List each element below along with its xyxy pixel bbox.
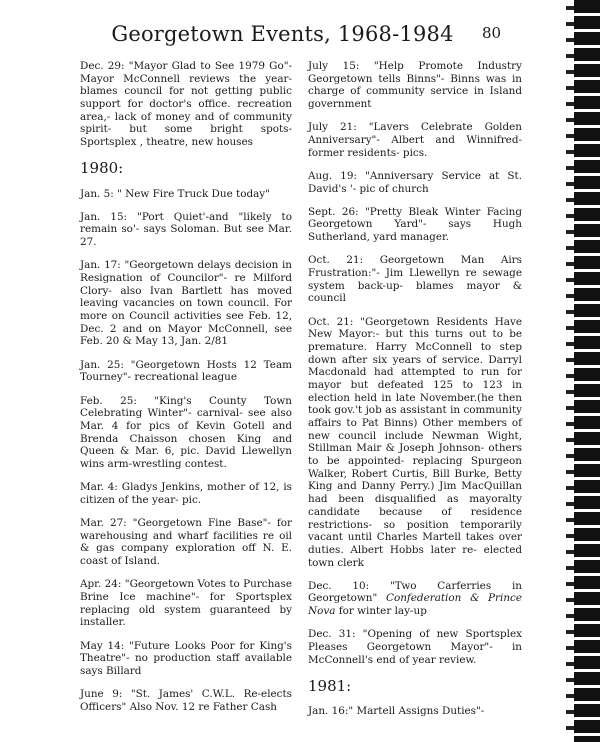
entry-text: for winter lay-up (335, 605, 427, 618)
entry-text: Dec. 10: "Two Carferries in Georgetown" (308, 579, 522, 605)
entry: Mar. 4: Gladys Jenkins, mother of 12, is citizen of the year- pic. (80, 481, 292, 506)
binding-holes (566, 0, 574, 742)
entry: Jan. 5: " New Fire Truck Due today" (80, 187, 270, 200)
page-title: Georgetown Events, 1968-1984 (111, 22, 454, 46)
year-heading: 1980: (80, 159, 124, 178)
entry: Jan. 15: "Port Quiet'-and "likely to remain so'- says Soloman. But see Mar. 27. (80, 210, 292, 249)
entry: May 14: "Future Looks Poor for King's Theatre"- no production staff available says Billard (80, 639, 292, 677)
ferry-names: Confederation & Prince Nova (308, 592, 522, 618)
entry: Feb. 25: "King's County Town Celebrating Winter"- carnival- see also Mar. 4 for pics of Kevin Gotell and Brenda Chaisson chosen King and Queen & Mar. 6, pic. David Llewellyn wins arm-wrestling contest. (80, 394, 292, 470)
entry: Jan. 16:" Martell Assigns Duties"- (308, 705, 485, 718)
right-column (308, 60, 522, 728)
entry (308, 580, 522, 618)
left-column (80, 60, 292, 724)
entry: June 9: "St. James' C.W.L. Re-elects Officers" Also Nov. 12 re Father Cash (80, 688, 292, 713)
entry: July 15: "Help Promote Industry Georgetown tells Binns"- Binns was in charge of community service in Island government (308, 60, 522, 111)
year-heading: 1981: (308, 676, 352, 695)
entry: Jan. 25: "Georgetown Hosts 12 Team Tourney"- recreational league (80, 358, 292, 384)
entry: Dec. 31: "Opening of new Sportsplex Pleases Georgetown Mayor"- in McConnell's end of year review. (308, 628, 522, 666)
entry: Apr. 24: "Georgetown Votes to Purchase Brine Ice machine"- for Sportsplex replacing old system guaranteed by installer. (80, 578, 292, 629)
entry: Dec. 29: "Mayor Glad to See 1979 Go"- Mayor McConnell reviews the year- blames council for not getting public support for doctor's office. recreation area,- lack of money and of community spirit- but some bright spots- Sportsplex , theatre, new houses (80, 60, 292, 149)
entry: Sept. 26: "Pretty Bleak Winter Facing Georgetown Yard"- says Hugh Sutherland, yard manager. (308, 205, 522, 244)
entry: Oct. 21: "Georgetown Residents Have New Mayor:- but this turns out to be premature. Harry McConnell to step down after six years of service. Darryl Macdonald had attempted to run for mayor but defeated 125 to 123 in election held in late November.(he then took gov.'t job as assistant in community affairs to Pat Binns) Other members of new council include Newman Wight, Stillman Mair & Joseph Johnson- others to be appointed- replacing Spurgeon Walker, Robert Curtis, Bill Burke, Betty King and Danny Perry.) Jim MacQuillan had been disqualified as mayoralty candidate because of residence restrictions- so position temporarily vacant until Charles Martell takes over duties. Albert Hobbs later re- elected town clerk (308, 315, 522, 569)
entry: Jan. 17: "Georgetown delays decision in Resignation of Councilor"- re Milford Clory- also Ivan Bartlett has moved leaving vacancies on town council. For more on Council activities see Feb. 12, Dec. 2 and on Mayor McConnell, see Feb. 20 & May 13, Jan. 2/81 (80, 259, 292, 348)
entry: July 21: "Lavers Celebrate Golden Anniversary"- Albert and Winnifred- former residents- pics. (308, 121, 522, 159)
entry: Oct. 21: Georgetown Man Airs Frustration:"- Jim Llewellyn re sewage system back-up- blames mayor & council (308, 254, 522, 305)
page-number: 80 (482, 24, 502, 42)
entry: Mar. 27: "Georgetown Fine Base"- for warehousing and wharf facilities re oil & gas company exploration off N. E. coast of Island. (80, 517, 292, 568)
entry: Aug. 19: "Anniversary Service at St. David's '- pic of church (308, 169, 522, 195)
